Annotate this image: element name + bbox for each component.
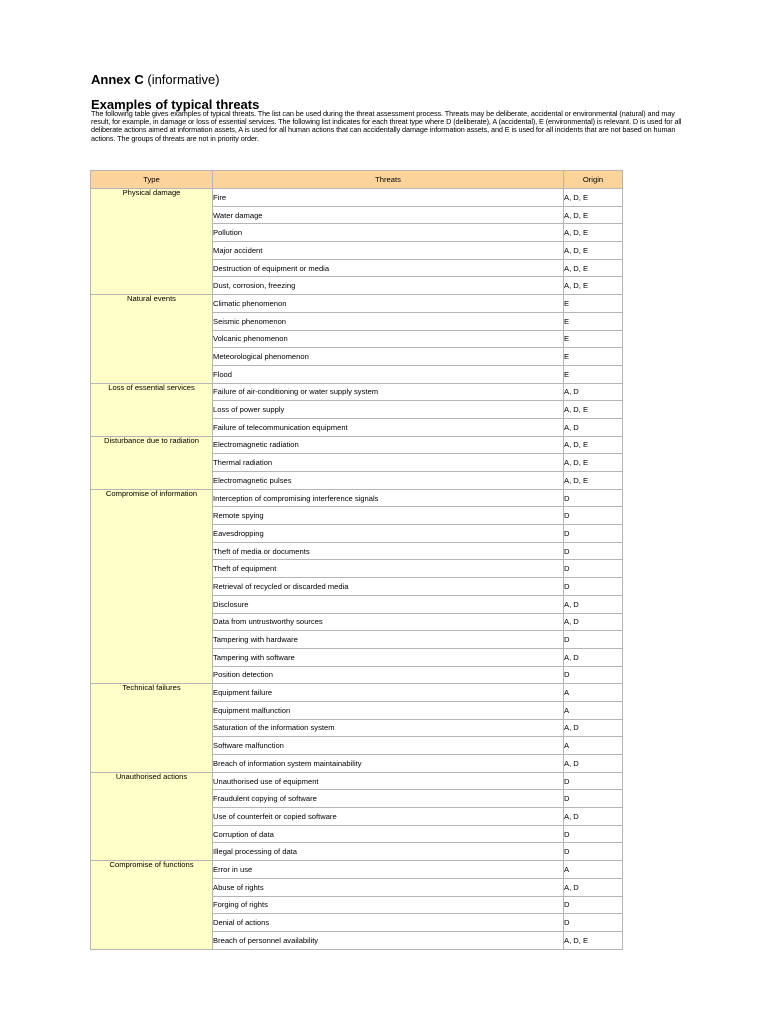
threat-cell: Eavesdropping bbox=[213, 525, 564, 543]
threat-cell: Climatic phenomenon bbox=[213, 295, 564, 313]
annex-label: Annex C bbox=[91, 72, 144, 87]
threat-cell: Illegal processing of data bbox=[213, 843, 564, 861]
threat-cell: Unauthorised use of equipment bbox=[213, 772, 564, 790]
table-row bbox=[91, 189, 623, 207]
origin-cell: A, D, E bbox=[564, 259, 623, 277]
origin-cell: E bbox=[564, 330, 623, 348]
origin-cell: D bbox=[564, 666, 623, 684]
threat-cell: Electromagnetic pulses bbox=[213, 472, 564, 490]
threat-cell: Breach of personnel availability bbox=[213, 931, 564, 949]
origin-cell: A bbox=[564, 684, 623, 702]
threat-type-cell: Unauthorised actions bbox=[91, 772, 213, 860]
threat-cell: Interception of compromising interference signals bbox=[213, 489, 564, 507]
origin-cell: A bbox=[564, 701, 623, 719]
origin-cell: D bbox=[564, 489, 623, 507]
annex-type: (informative) bbox=[147, 72, 220, 87]
origin-cell: D bbox=[564, 560, 623, 578]
origin-cell: A, D bbox=[564, 383, 623, 401]
origin-cell: D bbox=[564, 790, 623, 808]
origin-cell: A, D bbox=[564, 808, 623, 826]
threat-cell: Failure of telecommunication equipment bbox=[213, 418, 564, 436]
origin-cell: D bbox=[564, 631, 623, 649]
threat-cell: Forging of rights bbox=[213, 896, 564, 914]
origin-cell: D bbox=[564, 825, 623, 843]
origin-cell: A, D, E bbox=[564, 206, 623, 224]
threat-type-cell: Natural events bbox=[91, 295, 213, 383]
origin-cell: A, D, E bbox=[564, 454, 623, 472]
section-heading: Examples of typical threats bbox=[91, 97, 260, 112]
origin-cell: E bbox=[564, 312, 623, 330]
threat-type-cell: Compromise of information bbox=[91, 489, 213, 684]
origin-cell: E bbox=[564, 295, 623, 313]
intro-paragraph: The following table gives examples of typical threats. The list can be used during the threat assessment process. Threats may be deliberate, accidental or environmental (natural) and may result, for example, in damage or loss of essential services. The following list indicates for each threat type where D (deliberate), A (accidental), E (environmental) is relevant. D is used for all deliberate actions aimed at information assets, A is used for all human actions that can accidentally damage information assets, and E is used for all incidents that are not based on human actions. The groups of threats are not in priority order. bbox=[91, 109, 682, 143]
origin-cell: D bbox=[564, 914, 623, 932]
threat-cell: Disclosure bbox=[213, 595, 564, 613]
annex-title bbox=[91, 72, 220, 87]
threat-cell: Corruption of data bbox=[213, 825, 564, 843]
threat-cell: Error in use bbox=[213, 861, 564, 879]
table-row bbox=[91, 684, 623, 702]
origin-cell: A, D, E bbox=[564, 436, 623, 454]
threats-table bbox=[90, 170, 623, 950]
table-header-row bbox=[91, 171, 623, 189]
table-row bbox=[91, 383, 623, 401]
threat-cell: Major accident bbox=[213, 242, 564, 260]
origin-cell: A, D bbox=[564, 613, 623, 631]
table-body bbox=[91, 189, 623, 950]
threat-type-cell: Compromise of functions bbox=[91, 861, 213, 949]
threat-type-cell: Loss of essential services bbox=[91, 383, 213, 436]
origin-cell: A, D bbox=[564, 755, 623, 773]
threat-cell: Thermal radiation bbox=[213, 454, 564, 472]
threat-cell: Saturation of the information system bbox=[213, 719, 564, 737]
threat-cell: Flood bbox=[213, 365, 564, 383]
threat-cell: Destruction of equipment or media bbox=[213, 259, 564, 277]
origin-cell: A, D, E bbox=[564, 472, 623, 490]
threat-type-cell: Technical failures bbox=[91, 684, 213, 772]
origin-cell: A, D, E bbox=[564, 189, 623, 207]
table-row bbox=[91, 861, 623, 879]
threat-cell: Fraudulent copying of software bbox=[213, 790, 564, 808]
threat-cell: Electromagnetic radiation bbox=[213, 436, 564, 454]
origin-cell: A, D, E bbox=[564, 277, 623, 295]
threat-cell: Tampering with hardware bbox=[213, 631, 564, 649]
origin-cell: A, D, E bbox=[564, 401, 623, 419]
threat-cell: Fire bbox=[213, 189, 564, 207]
origin-cell: D bbox=[564, 525, 623, 543]
origin-cell: A, D, E bbox=[564, 242, 623, 260]
header-threats: Threats bbox=[213, 171, 564, 189]
threat-cell: Pollution bbox=[213, 224, 564, 242]
origin-cell: E bbox=[564, 365, 623, 383]
origin-cell: A, D bbox=[564, 648, 623, 666]
header-type: Type bbox=[91, 171, 213, 189]
threat-cell: Failure of air-conditioning or water supply system bbox=[213, 383, 564, 401]
table-row bbox=[91, 436, 623, 454]
origin-cell: A, D, E bbox=[564, 224, 623, 242]
threat-cell: Data from untrustworthy sources bbox=[213, 613, 564, 631]
threat-cell: Tampering with software bbox=[213, 648, 564, 666]
header-origin: Origin bbox=[564, 171, 623, 189]
origin-cell: D bbox=[564, 507, 623, 525]
origin-cell: D bbox=[564, 578, 623, 596]
threat-cell: Equipment malfunction bbox=[213, 701, 564, 719]
threat-cell: Theft of equipment bbox=[213, 560, 564, 578]
threat-cell: Use of counterfeit or copied software bbox=[213, 808, 564, 826]
table-row bbox=[91, 489, 623, 507]
origin-cell: D bbox=[564, 542, 623, 560]
origin-cell: A bbox=[564, 861, 623, 879]
threat-cell: Loss of power supply bbox=[213, 401, 564, 419]
origin-cell: A, D bbox=[564, 719, 623, 737]
threat-cell: Dust, corrosion, freezing bbox=[213, 277, 564, 295]
origin-cell: A, D bbox=[564, 878, 623, 896]
threat-type-cell: Physical damage bbox=[91, 189, 213, 295]
origin-cell: D bbox=[564, 843, 623, 861]
origin-cell: D bbox=[564, 772, 623, 790]
threat-cell: Equipment failure bbox=[213, 684, 564, 702]
threat-cell: Abuse of rights bbox=[213, 878, 564, 896]
origin-cell: A bbox=[564, 737, 623, 755]
threat-cell: Position detection bbox=[213, 666, 564, 684]
threat-cell: Breach of information system maintainability bbox=[213, 755, 564, 773]
origin-cell: A, D, E bbox=[564, 931, 623, 949]
origin-cell: D bbox=[564, 896, 623, 914]
threat-cell: Meteorological phenomenon bbox=[213, 348, 564, 366]
table-row bbox=[91, 772, 623, 790]
threat-cell: Theft of media or documents bbox=[213, 542, 564, 560]
threat-type-cell: Disturbance due to radiation bbox=[91, 436, 213, 489]
threat-cell: Water damage bbox=[213, 206, 564, 224]
threat-cell: Volcanic phenomenon bbox=[213, 330, 564, 348]
origin-cell: A, D bbox=[564, 595, 623, 613]
threat-cell: Remote spying bbox=[213, 507, 564, 525]
threat-cell: Denial of actions bbox=[213, 914, 564, 932]
table-row bbox=[91, 295, 623, 313]
threat-cell: Software malfunction bbox=[213, 737, 564, 755]
origin-cell: A, D bbox=[564, 418, 623, 436]
threat-cell: Retrieval of recycled or discarded media bbox=[213, 578, 564, 596]
origin-cell: E bbox=[564, 348, 623, 366]
threat-cell: Seismic phenomenon bbox=[213, 312, 564, 330]
